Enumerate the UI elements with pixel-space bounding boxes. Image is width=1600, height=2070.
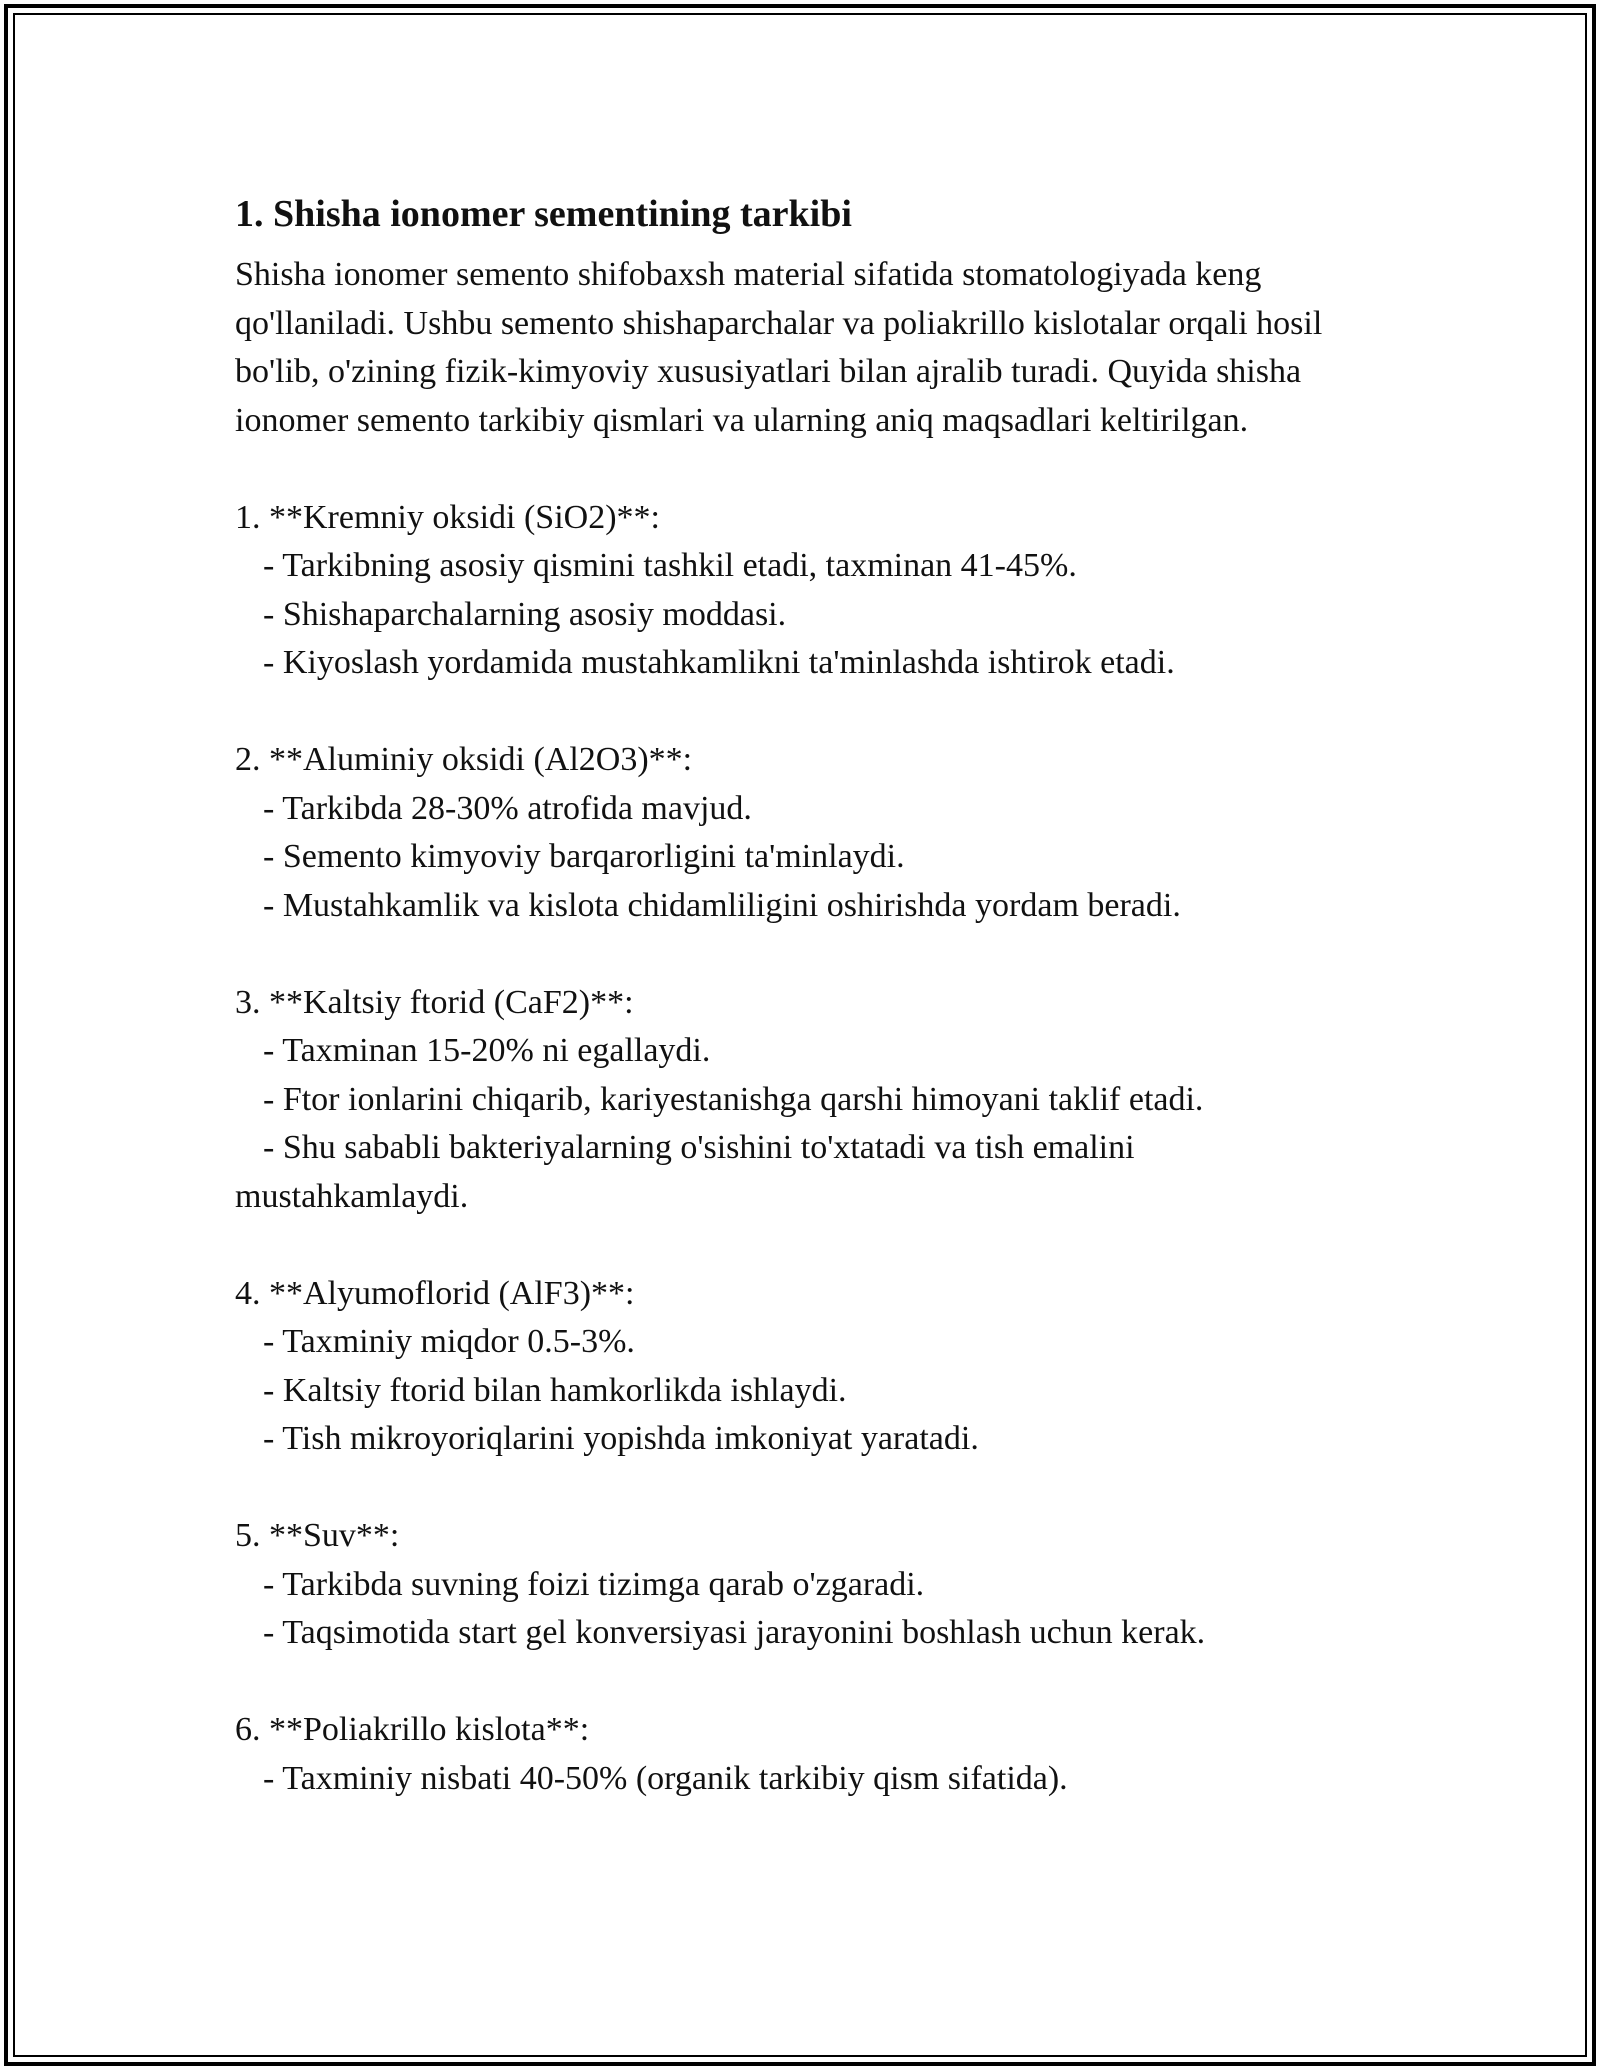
- list-item: - Kaltsiy ftorid bilan hamkorlikda ishlaydi.: [263, 1371, 847, 1409]
- list-item: - Tish mikroyoriqlarini yopishda imkoniyat yaratadi.: [263, 1420, 979, 1457]
- list-item: - Semento kimyoviy barqarorligini ta'minlaydi.: [263, 838, 905, 875]
- section-heading: 4. **Alyumoflorid (AlF3)**:: [235, 1274, 635, 1312]
- section-heading: 6. **Poliakrillo kislota**:: [235, 1711, 590, 1748]
- section-polyacrylic-acid: [235, 1706, 1395, 1803]
- list-item: - Taxminiy nisbati 40-50% (organik tarkibiy qism sifatida).: [263, 1759, 1068, 1797]
- list-item: - Tarkibda 28-30% atrofida mavjud.: [263, 789, 752, 827]
- section-calcium-fluoride: [235, 979, 1395, 1222]
- list-item: - Shishaparchalarning asosiy moddasi.: [263, 595, 787, 633]
- list-item: - Mustahkamlik va kislota chidamliligini oshirishda yordam beradi.: [263, 886, 1181, 924]
- section-heading: 1. **Kremniy oksidi (SiO2)**:: [235, 498, 660, 536]
- section-heading: 2. **Aluminiy oksidi (Al2O3)**:: [235, 741, 693, 778]
- list-item: - Kiyoslash yordamida mustahkamlikni ta'minlashda ishtirok etadi.: [263, 644, 1175, 681]
- list-item: - Taxminiy miqdor 0.5-3%.: [263, 1323, 635, 1360]
- document-body: [235, 187, 1395, 1803]
- list-item: - Tarkibda suvning foizi tizimga qarab o'zgaradi.: [263, 1565, 925, 1603]
- section-heading: 3. **Kaltsiy ftorid (CaF2)**:: [235, 983, 634, 1021]
- intro-paragraph: Shisha ionomer semento shifobaxsh material sifatida stomatologiyada keng qo'llaniladi. Ushbu semento shishaparchalar va poliakrillo kislotalar orqali hosil bo'lib, o'zining fizik-kimyoviy xususiyatlari bilan ajralib turadi. Quyida shisha ionomer semento tarkibiy qismlari va ularning aniq maqsadlari keltirilgan.: [235, 256, 1323, 439]
- list-item: - Taqsimotida start gel konversiyasi jarayonini boshlash uchun kerak.: [263, 1614, 1206, 1651]
- list-item: - Ftor ionlarini chiqarib, kariyestanishga qarshi himoyani taklif etadi.: [263, 1080, 1204, 1118]
- list-item: - Tarkibning asosiy qismini tashkil etadi, taxminan 41-45%.: [263, 547, 1077, 584]
- section-heading: 5. **Suv**:: [235, 1517, 400, 1554]
- list-item-continuation: mustahkamlaydi.: [235, 1177, 469, 1215]
- section-aluminium-fluoride: [235, 1270, 1395, 1464]
- list-item: - Shu sababli bakteriyalarning o'sishini to'xtatadi va tish emalini: [263, 1129, 1135, 1166]
- section-silicon-oxide: [235, 494, 1395, 688]
- section-water: [235, 1512, 1395, 1658]
- section-aluminium-oxide: [235, 736, 1395, 930]
- list-item: - Taxminan 15-20% ni egallaydi.: [263, 1032, 711, 1069]
- document-title: 1. Shisha ionomer sementining tarkibi: [235, 193, 852, 235]
